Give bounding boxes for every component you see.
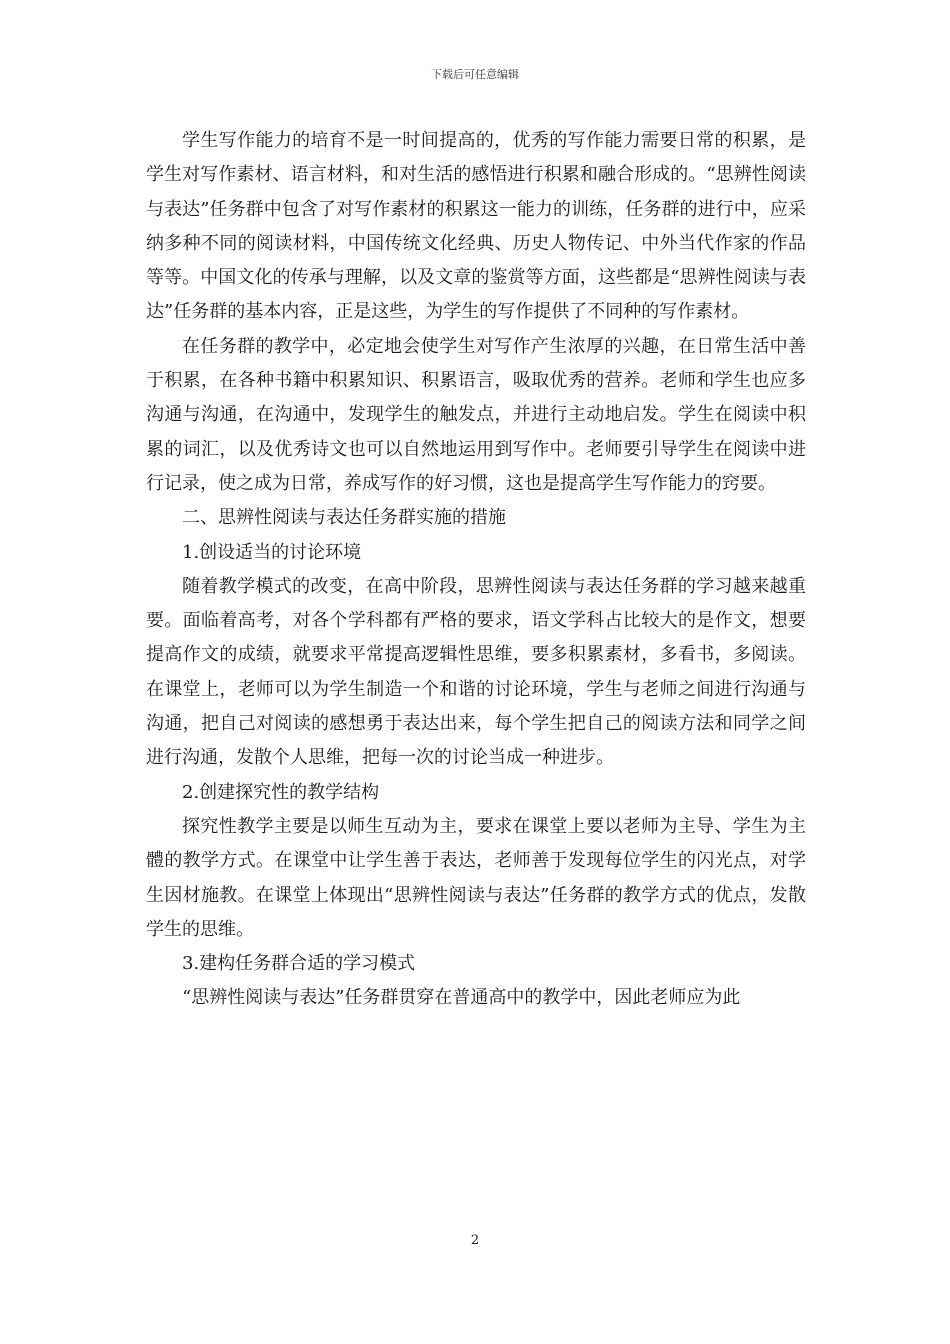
paragraph-discussion-environment: 随着教学模式的改变，在高中阶段，思辨性阅读与表达任务群的学习越来越重要。面临着高考，对各个学科都有严格的要求，语文学科占比较大的是作文，想要提高作文的成绩，就要求平常提高逻辑性思维，要多积累素材，多看书，多阅读。在课堂上，老师可以为学生制造一个和谐的讨论环境，学生与老师之间进行沟通与沟通，把自己对阅读的感想勇于表达出来，每个学生把自己的阅读方法和同学之间进行沟通，发散个人思维，把每一次的讨论当成一种进步。 (146, 575, 806, 769)
subheading-discussion-environment: 1.创设适当的讨论环境 (182, 541, 362, 563)
page-header: 下载后可任意编辑 (431, 68, 519, 81)
paragraph-writing-ability: 学生写作能力的培育不是一时间提高的，优秀的写作能力需要日常的积累，是学生对写作素材、语言材料，和对生活的感悟进行积累和融合形成的。“思辨性阅读与表达”任务群中包含了对写作素材的积累这一能力的训练，任务群的进行中，应采纳多种不同的阅读材料，中国传统文化经典、历史人物传记、中外当代作家的作品等等。中国文化的传承与理解，以及文章的鉴赏等方面，这些都是“思辨性阅读与表达”任务群的基本内容，正是这些，为学生的写作提供了不同种的写作素材。 (146, 130, 806, 323)
paragraph-learning-mode: “思辨性阅读与表达”任务群贯穿在普通高中的教学中，因此老师应为此 (182, 987, 741, 1009)
page-number: 2 (470, 1233, 480, 1248)
subheading-learning-mode: 3.建构任务群合适的学习模式 (182, 953, 416, 975)
subheading-inquiry-structure: 2.创建探究性的教学结构 (182, 781, 380, 803)
paragraph-task-group-teaching: 在任务群的教学中，必定地会使学生对写作产生浓厚的兴趣，在日常生活中善于积累，在各种书籍中积累知识、积累语言，吸取优秀的营养。老师和学生也应多沟通与沟通，在沟通中，发现学生的触发点，并进行主动地启发。学生在阅读中积累的词汇，以及优秀诗文也可以自然地运用到写作中。老师要引导学生在阅读中进行记录，使之成为日常，养成写作的好习惯，这也是提高学生写作能力的窍要。 (146, 335, 806, 494)
document-body (146, 124, 806, 1016)
section-heading: 二、思辨性阅读与表达任务群实施的措施 (182, 507, 506, 529)
paragraph-inquiry-structure: 探究性教学主要是以师生互动为主，要求在课堂上要以老师为主导、学生为主體的教学方式。在课堂中让学生善于表达，老师善于发现每位学生的闪光点，对学生因材施教。在课堂上体现出“思辨性阅读与表达”任务群的教学方式的优点，发散学生的思维。 (146, 815, 806, 940)
